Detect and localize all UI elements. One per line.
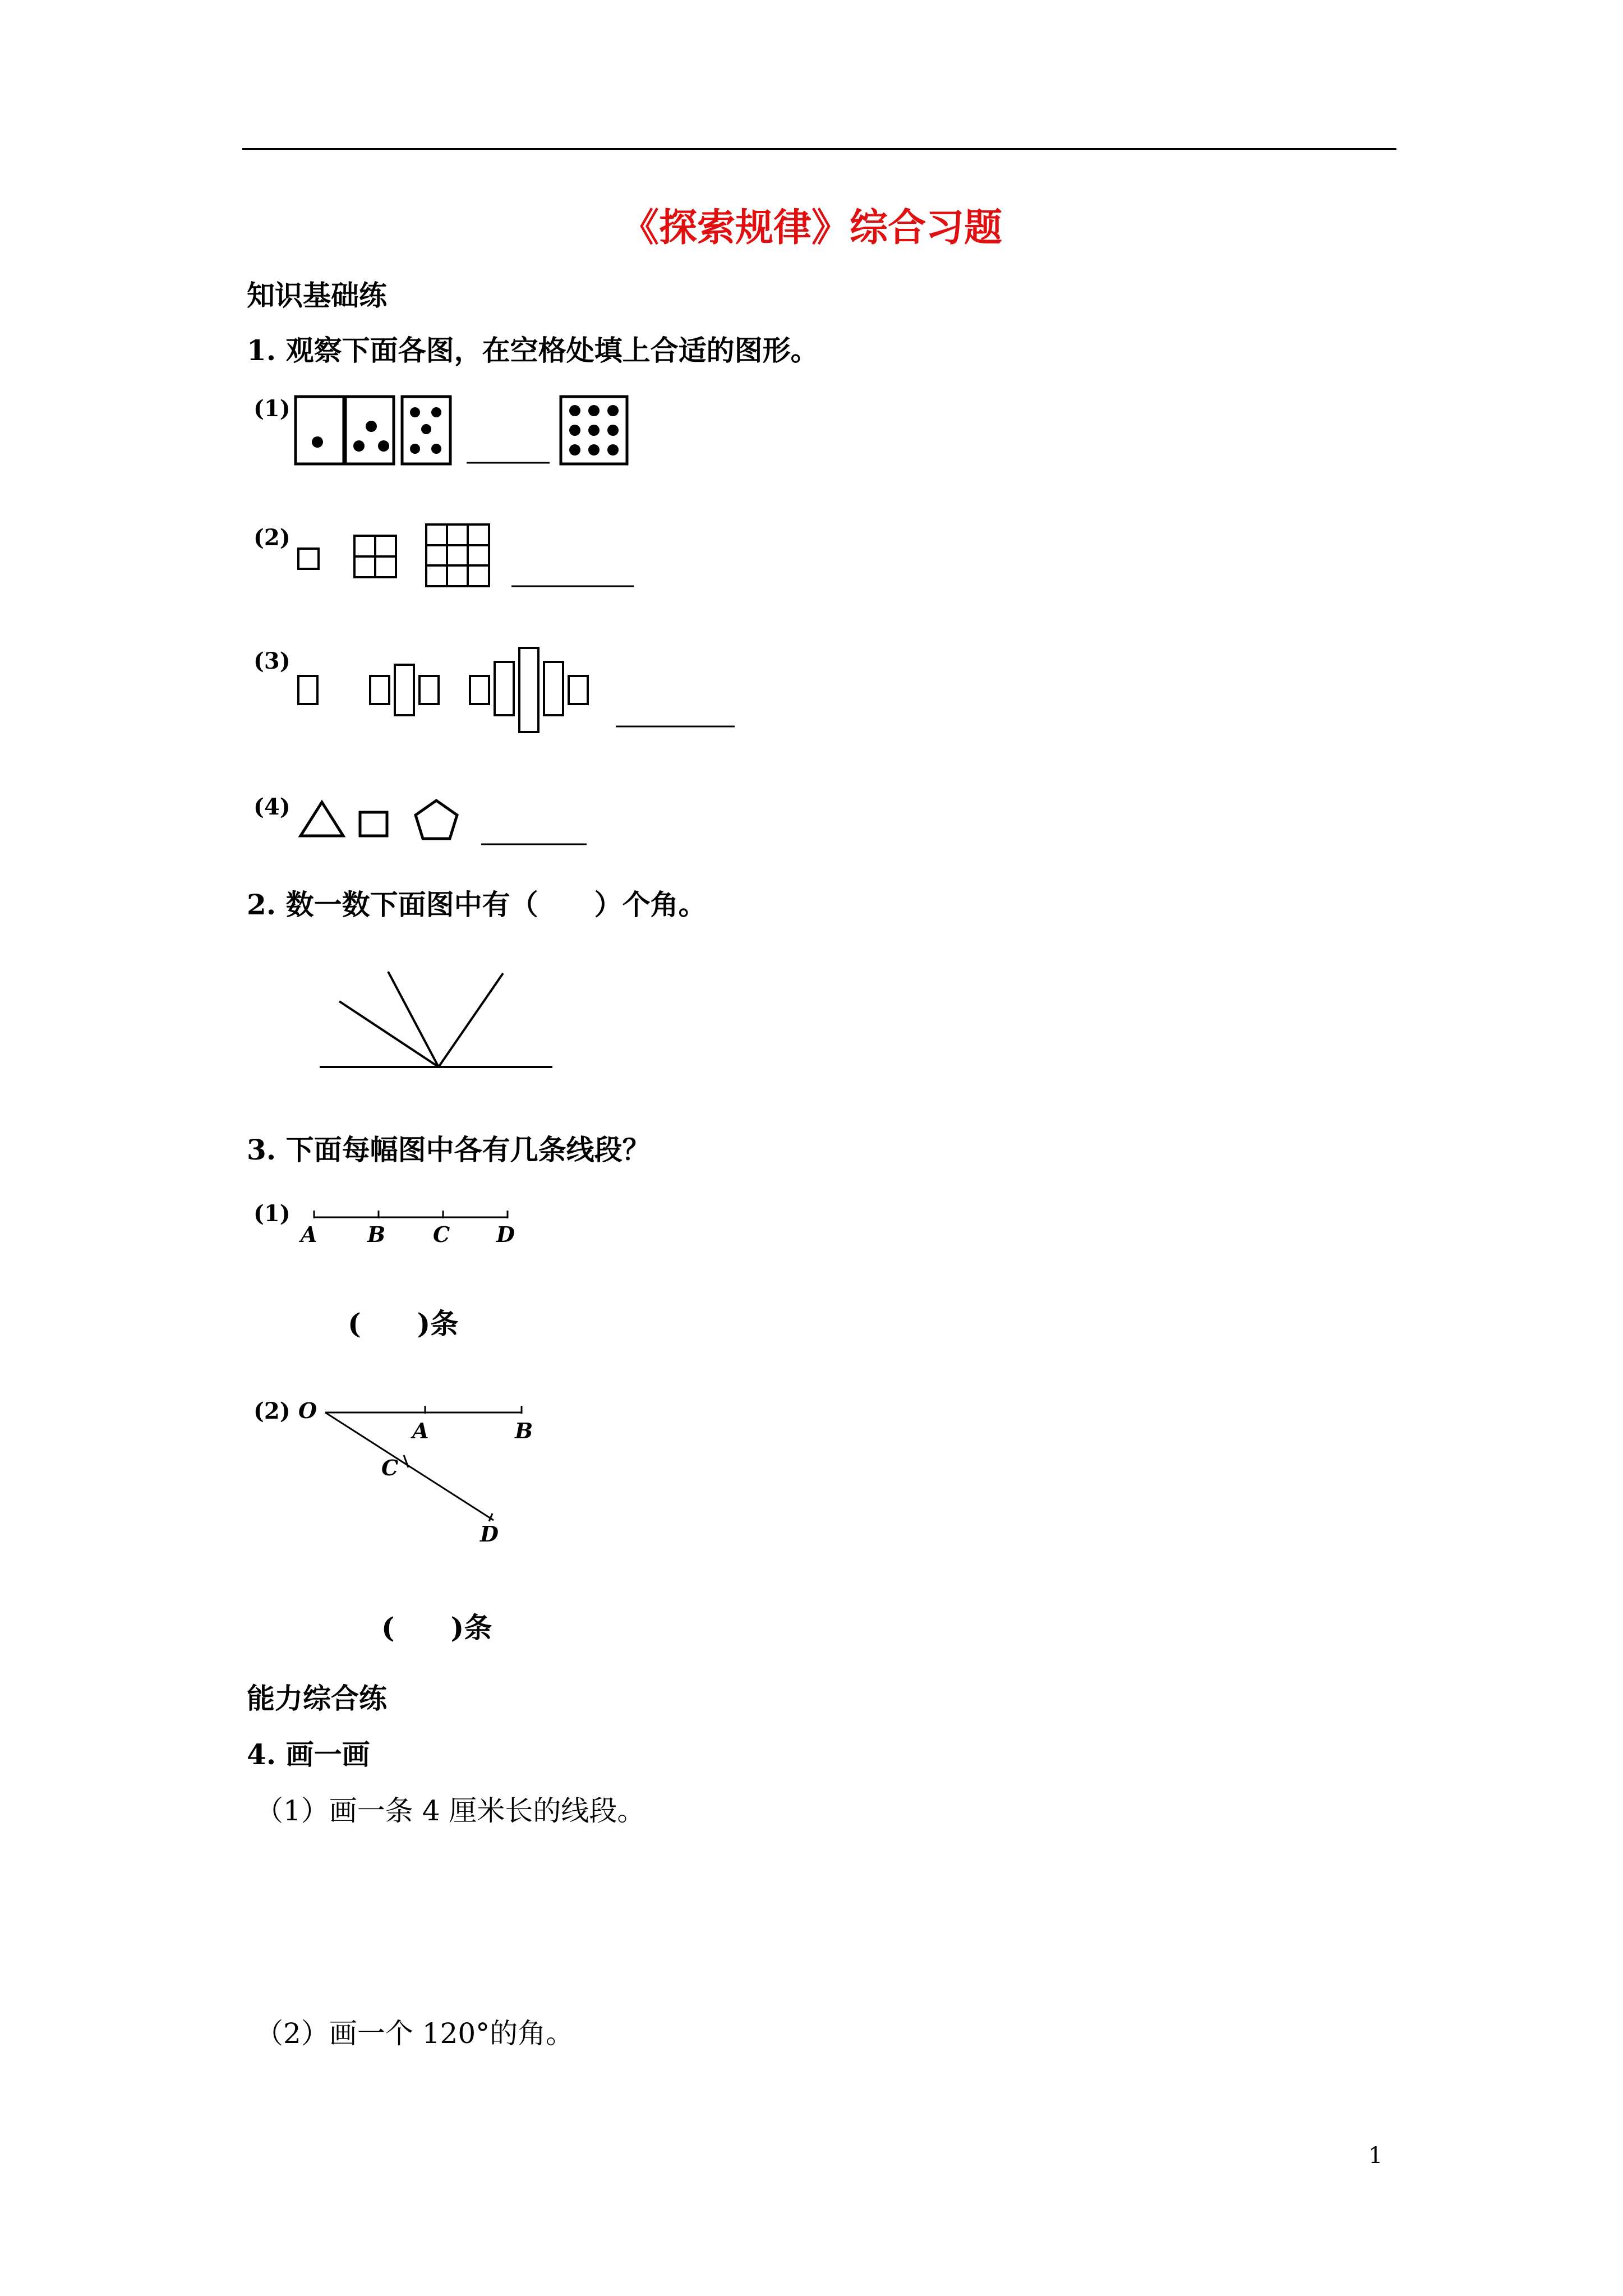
q3-part2-point-a: A bbox=[412, 1418, 429, 1443]
q3-part1-point-c: C bbox=[433, 1222, 450, 1247]
section-heading-basic: 知识基础练 bbox=[247, 279, 387, 312]
document-title: 《探索规律》综合习题 bbox=[620, 205, 1002, 250]
question-4: 4. 画一画 bbox=[247, 1738, 370, 1771]
q3-part2-answer: ( )条 bbox=[381, 1611, 492, 1644]
q3-part2-label: (2) bbox=[253, 1398, 291, 1424]
q1-label-2: (2) bbox=[253, 524, 291, 551]
square-shape bbox=[360, 812, 387, 836]
q1-label-1: (1) bbox=[253, 395, 291, 422]
q3-part2-point-c: C bbox=[381, 1455, 399, 1480]
question-3: 3. 下面每幅图中各有几条线段？ bbox=[247, 1133, 651, 1166]
q3-part2-point-b: B bbox=[515, 1418, 533, 1443]
q1-block-sequence bbox=[298, 648, 588, 732]
pentagon-shape bbox=[416, 800, 457, 839]
q1-label-3: (3) bbox=[253, 648, 291, 674]
die-one bbox=[296, 397, 344, 464]
q1-polygon-sequence bbox=[301, 800, 457, 839]
q4-part-1: （1）画一条 4 厘米长的线段。 bbox=[255, 1795, 645, 1827]
q3-part1-point-b: B bbox=[367, 1222, 386, 1247]
q2-angle-figure bbox=[320, 972, 552, 1067]
q1-label-4: (4) bbox=[253, 794, 291, 820]
page-number: 1 bbox=[1368, 2143, 1383, 2169]
q3-part1-label: (1) bbox=[253, 1200, 291, 1227]
q3-part2-point-o: O bbox=[298, 1398, 317, 1423]
q1-grid-sequence bbox=[298, 524, 489, 586]
q4-part-2: （2）画一个 120°的角。 bbox=[255, 2017, 574, 2050]
q3-part1-point-a: A bbox=[301, 1222, 317, 1247]
q3-part1-point-d: D bbox=[496, 1222, 515, 1247]
section-heading-ability: 能力综合练 bbox=[247, 1682, 387, 1715]
q3-segment-figure-1 bbox=[314, 1211, 508, 1218]
triangle-shape bbox=[301, 802, 343, 836]
question-1: 1. 观察下面各图，在空格处填上合适的图形。 bbox=[247, 334, 819, 367]
q3-part2-point-d: D bbox=[480, 1521, 499, 1547]
q3-part1-answer: ( )条 bbox=[348, 1307, 459, 1340]
question-2: 2. 数一数下面图中有（ ）个角。 bbox=[247, 888, 707, 921]
